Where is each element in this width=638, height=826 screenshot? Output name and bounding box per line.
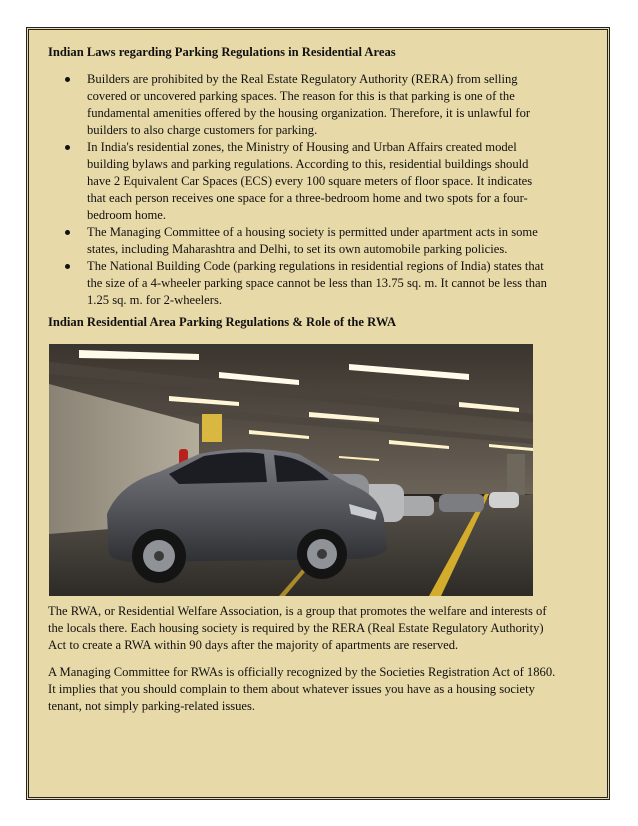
list-item-text: The National Building Code (parking regulations in residential regions of India) states that the size of a 4-wheeler parking space cannot be less than 13.75 sq. m. It cannot be less than 1.25 sq. m. for 2-wheelers.: [87, 259, 547, 307]
parking-garage-photo: [49, 344, 533, 596]
list-item-text: In India's residential zones, the Ministry of Housing and Urban Affairs created model building bylaws and parking regulations. According to this, residential buildings should have 2 Equivalent Car Spaces (ECS) every 100 square meters of floor space. It indicates that each person receives one space for a three-bedroom home and two spots for a four-bedroom home.: [87, 140, 533, 222]
list-item-text: The Managing Committee of a housing society is permitted under apartment acts in some states, including Maharashtra and Delhi, to set its own automobile parking policies.: [87, 225, 538, 256]
section-heading-rwa: Indian Residential Area Parking Regulations & Role of the RWA: [48, 315, 397, 329]
paragraph-rwa-definition: The RWA, or Residential Welfare Association, is a group that promotes the welfare and interests of the locals there. Each housing society is required by the RERA (Real Estate Regulatory Authority) Act to create a RWA within 90 days after the majority of apartments are reserved.: [48, 604, 547, 652]
paragraph-managing-committee: A Managing Committee for RWAs is officially recognized by the Societies Registration Act of 1860. It implies that you should complain to them about whatever issues you have as a housing society tenant, not simply parking-related issues.: [48, 665, 556, 713]
bullet-icon: [65, 264, 70, 269]
parking-laws-list: [48, 71, 548, 309]
bullet-icon: [65, 145, 70, 150]
list-item: [48, 139, 548, 224]
section-heading-parking-laws: Indian Laws regarding Parking Regulations in Residential Areas: [48, 45, 396, 59]
list-item: [48, 71, 548, 139]
bullet-icon: [65, 77, 70, 82]
list-item: [48, 258, 548, 309]
list-item-text: Builders are prohibited by the Real Estate Regulatory Authority (RERA) from selling covered or uncovered parking spaces. The reason for this is that parking is one of the fundamental amenities offered by the housing organization. Therefore, it is unlawful for builders to also charge customers for parking.: [87, 72, 531, 137]
list-item: [48, 224, 548, 258]
bullet-icon: [65, 230, 70, 235]
